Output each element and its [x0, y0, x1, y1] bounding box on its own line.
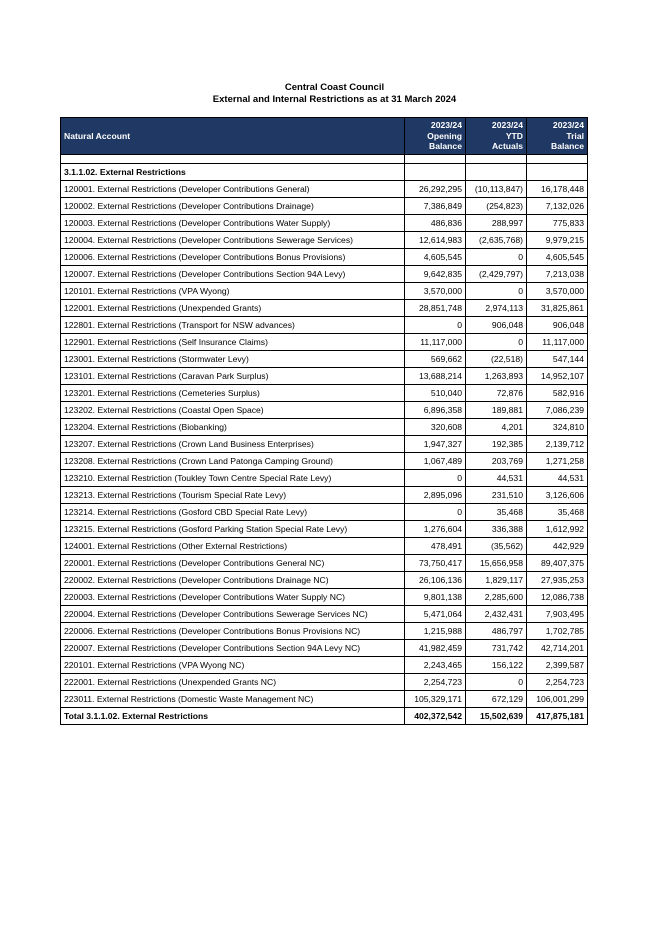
column-header-ytd-line: 2023/24: [491, 120, 523, 131]
opening-balance-cell: 9,801,138: [405, 589, 466, 606]
ytd-actuals-cell: 44,531: [466, 470, 527, 487]
report-subtitle: External and Internal Restrictions as at 31 March 2024: [212, 94, 457, 105]
account-cell: 123208. External Restrictions (Crown Land Patonga Camping Ground): [61, 453, 405, 470]
opening-balance-cell: 105,329,171: [405, 691, 466, 708]
table-row: [61, 249, 588, 266]
ytd-actuals-cell: (35,562): [466, 538, 527, 555]
account-cell: 220006. External Restrictions (Developer Contributions Bonus Provisions NC): [61, 623, 405, 640]
ytd-actuals-cell: 1,263,893: [466, 368, 527, 385]
column-header-opening-line: 2023/24: [430, 120, 462, 131]
opening-balance-cell: 7,386,849: [405, 198, 466, 215]
restrictions-table: [60, 117, 588, 725]
table-row: [61, 487, 588, 504]
opening-balance-cell: 510,040: [405, 385, 466, 402]
opening-balance-cell: 1,947,327: [405, 436, 466, 453]
trial-balance-cell: 89,407,375: [527, 555, 588, 572]
column-header-ytd-line: YTD: [505, 130, 523, 141]
section-empty-cell: [405, 164, 466, 181]
trial-balance-cell: 35,468: [527, 504, 588, 521]
table-row: [61, 283, 588, 300]
account-cell: 123001. External Restrictions (Stormwater Levy): [61, 351, 405, 368]
ytd-actuals-cell: 203,769: [466, 453, 527, 470]
table-row: [61, 334, 588, 351]
table-row: [61, 453, 588, 470]
account-cell: 123213. External Restrictions (Tourism Special Rate Levy): [61, 487, 405, 504]
ytd-actuals-cell: 288,997: [466, 215, 527, 232]
report-header: [0, 82, 669, 106]
total-label: Total 3.1.1.02. External Restrictions: [61, 708, 405, 725]
trial-balance-cell: 7,213,038: [527, 266, 588, 283]
account-cell: 122801. External Restrictions (Transport for NSW advances): [61, 317, 405, 334]
account-cell: 222001. External Restrictions (Unexpended Grants NC): [61, 674, 405, 691]
table-row: [61, 402, 588, 419]
column-header-opening: [405, 118, 466, 155]
opening-balance-cell: 5,471,064: [405, 606, 466, 623]
account-cell: 123215. External Restrictions (Gosford Parking Station Special Rate Levy): [61, 521, 405, 538]
account-cell: 220001. External Restrictions (Developer Contributions General NC): [61, 555, 405, 572]
opening-balance-cell: 0: [405, 317, 466, 334]
trial-balance-cell: 906,048: [527, 317, 588, 334]
table-header-row: [61, 118, 588, 155]
ytd-actuals-cell: 15,656,958: [466, 555, 527, 572]
total-opening-balance: 402,372,542: [405, 708, 466, 725]
trial-balance-cell: 11,117,000: [527, 334, 588, 351]
opening-balance-cell: 478,491: [405, 538, 466, 555]
trial-balance-cell: 547,144: [527, 351, 588, 368]
table-row: [61, 572, 588, 589]
account-cell: 122901. External Restrictions (Self Insurance Claims): [61, 334, 405, 351]
ytd-actuals-cell: 189,881: [466, 402, 527, 419]
trial-balance-cell: 7,903,495: [527, 606, 588, 623]
total-row: [61, 708, 588, 725]
account-cell: 123101. External Restrictions (Caravan Park Surplus): [61, 368, 405, 385]
trial-balance-cell: 16,178,448: [527, 181, 588, 198]
trial-balance-cell: 7,132,026: [527, 198, 588, 215]
account-cell: 120007. External Restrictions (Developer Contributions Section 94A Levy): [61, 266, 405, 283]
column-header-trial-line: 2023/24: [552, 120, 584, 131]
opening-balance-cell: 486,836: [405, 215, 466, 232]
column-header-ytd: [466, 118, 527, 155]
table-row: [61, 589, 588, 606]
trial-balance-cell: 4,605,545: [527, 249, 588, 266]
opening-balance-cell: 26,106,136: [405, 572, 466, 589]
table-row: [61, 215, 588, 232]
column-header-ytd-line: Actuals: [491, 141, 523, 152]
table-row: [61, 504, 588, 521]
trial-balance-cell: 106,001,299: [527, 691, 588, 708]
trial-balance-cell: 31,825,861: [527, 300, 588, 317]
account-cell: 220101. External Restrictions (VPA Wyong NC): [61, 657, 405, 674]
ytd-actuals-cell: (2,429,797): [466, 266, 527, 283]
table-row: [61, 640, 588, 657]
trial-balance-cell: 7,086,239: [527, 402, 588, 419]
ytd-actuals-cell: (2,635,768): [466, 232, 527, 249]
opening-balance-cell: 11,117,000: [405, 334, 466, 351]
ytd-actuals-cell: 0: [466, 283, 527, 300]
ytd-actuals-cell: 336,388: [466, 521, 527, 538]
opening-balance-cell: 3,570,000: [405, 283, 466, 300]
column-header-trial-line: Trial: [566, 130, 584, 141]
trial-balance-cell: 3,570,000: [527, 283, 588, 300]
table-row: [61, 266, 588, 283]
account-cell: 220007. External Restrictions (Developer Contributions Section 94A Levy NC): [61, 640, 405, 657]
total-ytd-actuals: 15,502,639: [466, 708, 527, 725]
table-row: [61, 419, 588, 436]
ytd-actuals-cell: 672,129: [466, 691, 527, 708]
report-title: Central Coast Council: [284, 82, 385, 93]
spacer-cell: [527, 155, 588, 164]
account-cell: 120006. External Restrictions (Developer Contributions Bonus Provisions): [61, 249, 405, 266]
ytd-actuals-cell: 35,468: [466, 504, 527, 521]
table-row: [61, 368, 588, 385]
table-row: [61, 181, 588, 198]
section-title: 3.1.1.02. External Restrictions: [61, 164, 405, 181]
table-row: [61, 674, 588, 691]
account-cell: 120101. External Restrictions (VPA Wyong): [61, 283, 405, 300]
opening-balance-cell: 1,215,988: [405, 623, 466, 640]
section-empty-cell: [527, 164, 588, 181]
ytd-actuals-cell: 731,742: [466, 640, 527, 657]
trial-balance-cell: 1,702,785: [527, 623, 588, 640]
opening-balance-cell: 13,688,214: [405, 368, 466, 385]
opening-balance-cell: 73,750,417: [405, 555, 466, 572]
opening-balance-cell: 4,605,545: [405, 249, 466, 266]
column-header-account: Natural Account: [61, 118, 405, 155]
account-cell: 123207. External Restrictions (Crown Land Business Enterprises): [61, 436, 405, 453]
account-cell: 120003. External Restrictions (Developer Contributions Water Supply): [61, 215, 405, 232]
table-row: [61, 623, 588, 640]
section-empty-cell: [466, 164, 527, 181]
spacer-row: [61, 155, 588, 164]
column-header-trial-line: Balance: [551, 141, 584, 152]
opening-balance-cell: 28,851,748: [405, 300, 466, 317]
account-cell: 120004. External Restrictions (Developer Contributions Sewerage Services): [61, 232, 405, 249]
opening-balance-cell: 6,896,358: [405, 402, 466, 419]
trial-balance-cell: 1,612,992: [527, 521, 588, 538]
table-row: [61, 232, 588, 249]
account-cell: 120002. External Restrictions (Developer Contributions Drainage): [61, 198, 405, 215]
trial-balance-cell: 1,271,258: [527, 453, 588, 470]
trial-balance-cell: 14,952,107: [527, 368, 588, 385]
account-cell: 123202. External Restrictions (Coastal Open Space): [61, 402, 405, 419]
ytd-actuals-cell: (254,823): [466, 198, 527, 215]
ytd-actuals-cell: 4,201: [466, 419, 527, 436]
account-cell: 123201. External Restrictions (Cemeteries Surplus): [61, 385, 405, 402]
trial-balance-cell: 2,399,587: [527, 657, 588, 674]
ytd-actuals-cell: 906,048: [466, 317, 527, 334]
ytd-actuals-cell: 192,385: [466, 436, 527, 453]
account-cell: 123210. External Restriction (Toukley Town Centre Special Rate Levy): [61, 470, 405, 487]
account-cell: 122001. External Restrictions (Unexpended Grants): [61, 300, 405, 317]
section-header-row: [61, 164, 588, 181]
ytd-actuals-cell: 231,510: [466, 487, 527, 504]
table-row: [61, 317, 588, 334]
opening-balance-cell: 0: [405, 470, 466, 487]
ytd-actuals-cell: 1,829,117: [466, 572, 527, 589]
spacer-cell: [405, 155, 466, 164]
table-row: [61, 436, 588, 453]
table-row: [61, 606, 588, 623]
ytd-actuals-cell: (10,113,847): [466, 181, 527, 198]
table-row: [61, 657, 588, 674]
table-row: [61, 198, 588, 215]
opening-balance-cell: 2,243,465: [405, 657, 466, 674]
opening-balance-cell: 1,276,604: [405, 521, 466, 538]
ytd-actuals-cell: 0: [466, 249, 527, 266]
opening-balance-cell: 2,254,723: [405, 674, 466, 691]
account-cell: 223011. External Restrictions (Domestic Waste Management NC): [61, 691, 405, 708]
opening-balance-cell: 12,614,983: [405, 232, 466, 249]
total-trial-balance: 417,875,181: [527, 708, 588, 725]
spacer-cell: [466, 155, 527, 164]
trial-balance-cell: 2,254,723: [527, 674, 588, 691]
trial-balance-cell: 3,126,606: [527, 487, 588, 504]
opening-balance-cell: 0: [405, 504, 466, 521]
trial-balance-cell: 324,810: [527, 419, 588, 436]
ytd-actuals-cell: 2,974,113: [466, 300, 527, 317]
column-header-opening-line: Opening: [427, 130, 462, 141]
column-header-trial: [527, 118, 588, 155]
table-row: [61, 538, 588, 555]
table-row: [61, 691, 588, 708]
spacer-cell: [61, 155, 405, 164]
ytd-actuals-cell: 2,432,431: [466, 606, 527, 623]
trial-balance-cell: 442,929: [527, 538, 588, 555]
ytd-actuals-cell: 486,797: [466, 623, 527, 640]
table-body: [61, 155, 588, 725]
account-cell: 220004. External Restrictions (Developer Contributions Sewerage Services NC): [61, 606, 405, 623]
ytd-actuals-cell: 156,122: [466, 657, 527, 674]
trial-balance-cell: 775,833: [527, 215, 588, 232]
ytd-actuals-cell: 0: [466, 334, 527, 351]
trial-balance-cell: 582,916: [527, 385, 588, 402]
account-cell: 220003. External Restrictions (Developer Contributions Water Supply NC): [61, 589, 405, 606]
account-cell: 123204. External Restrictions (Biobanking): [61, 419, 405, 436]
opening-balance-cell: 41,982,459: [405, 640, 466, 657]
account-cell: 220002. External Restrictions (Developer Contributions Drainage NC): [61, 572, 405, 589]
trial-balance-cell: 27,935,253: [527, 572, 588, 589]
opening-balance-cell: 26,292,295: [405, 181, 466, 198]
opening-balance-cell: 569,662: [405, 351, 466, 368]
ytd-actuals-cell: (22,518): [466, 351, 527, 368]
table-row: [61, 521, 588, 538]
account-cell: 124001. External Restrictions (Other External Restrictions): [61, 538, 405, 555]
trial-balance-cell: 2,139,712: [527, 436, 588, 453]
trial-balance-cell: 12,086,738: [527, 589, 588, 606]
table-row: [61, 470, 588, 487]
opening-balance-cell: 320,608: [405, 419, 466, 436]
ytd-actuals-cell: 72,876: [466, 385, 527, 402]
account-cell: 120001. External Restrictions (Developer Contributions General): [61, 181, 405, 198]
ytd-actuals-cell: 2,285,600: [466, 589, 527, 606]
trial-balance-cell: 9,979,215: [527, 232, 588, 249]
account-cell: 123214. External Restrictions (Gosford CBD Special Rate Levy): [61, 504, 405, 521]
ytd-actuals-cell: 0: [466, 674, 527, 691]
table-row: [61, 555, 588, 572]
table-row: [61, 385, 588, 402]
table-row: [61, 351, 588, 368]
table-row: [61, 300, 588, 317]
trial-balance-cell: 42,714,201: [527, 640, 588, 657]
column-header-opening-line: Balance: [429, 141, 462, 152]
opening-balance-cell: 1,067,489: [405, 453, 466, 470]
opening-balance-cell: 9,642,835: [405, 266, 466, 283]
opening-balance-cell: 2,895,096: [405, 487, 466, 504]
trial-balance-cell: 44,531: [527, 470, 588, 487]
